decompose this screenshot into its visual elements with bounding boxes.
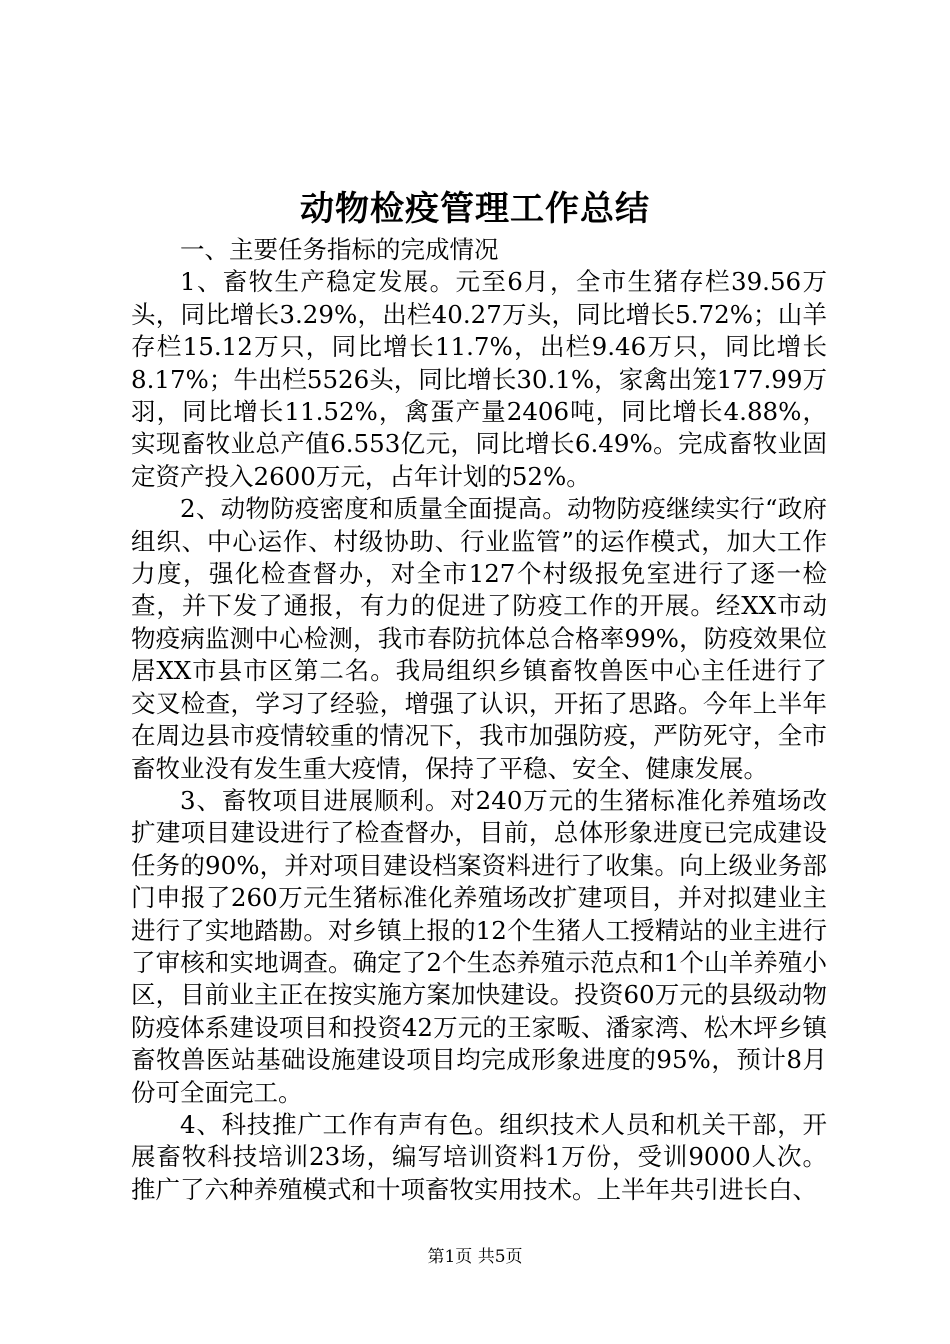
paragraph-livestock-production: 1、畜牧生产稳定发展。元至6月，全市生猪存栏39.56万头，同比增长3.29%，出栏40.27万头，同比增长5.72%；山羊存栏15.12万只，同比增长11.7%，出栏9.46万只，同比增长8.17%；牛出栏5526头，同比增长30.1%，家禽出笼177.99万羽，同比增长11.52%，禽蛋产量2406吨，同比增长4.88%，实现畜牧业总产值6.553亿元，同比增长6.49%。完成畜牧业固定资产投入2600万元，占年计划的52%。	[131, 267, 827, 491]
paragraph-technology-promotion: 4、科技推广工作有声有色。组织技术人员和机关干部，开展畜牧科技培训23场，编写培训资料1万份，受训9000人次。推广了六种养殖模式和十项畜牧实用技术。上半年共引进长白、	[131, 1109, 827, 1204]
document-body	[131, 234, 827, 1206]
paragraph-epidemic-prevention: 2、动物防疫密度和质量全面提高。动物防疫继续实行“政府组织、中心运作、村级协助、行业监管”的运作模式，加大工作力度，强化检查督办，对全市127个村级报免室进行了逐一检查，并下发了通报，有力的促进了防疫工作的开展。经XX市动物疫病监测中心检测，我市春防抗体总合格率99%，防疫效果位居XX市县市区第二名。我局组织乡镇畜牧兽医中心主任进行了交叉检查，学习了经验，增强了认识，开拓了思路。今年上半年在周边县市疫情较重的情况下，我市加强防疫，严防死守，全市畜牧业没有发生重大疫情，保持了平稳、安全、健康发展。	[131, 494, 827, 783]
page-footer: 第1页 共5页	[427, 1247, 523, 1267]
paragraph-livestock-projects: 3、畜牧项目进展顺利。对240万元的生猪标准化养殖场改扩建项目建设进行了检查督办，目前，总体形象进度已完成建设任务的90%，并对项目建设档案资料进行了收集。向上级业务部门申报了260万元生猪标准化养殖场改扩建项目，并对拟建业主进行了实地踏勘。对乡镇上报的12个生猪人工授精站的业主进行了审核和实地调查。确定了2个生态养殖示范点和1个山羊养殖小区，目前业主正在按实施方案加快建设。投资60万元的县级动物防疫体系建设项目和投资42万元的王家畈、潘家湾、松木坪乡镇畜牧兽医站基础设施建设项目均完成形象进度的95%，预计8月份可全面完工。	[131, 785, 827, 1107]
document-title: 动物检疫管理工作总结	[300, 189, 650, 229]
section-heading: 一、主要任务指标的完成情况	[180, 235, 499, 264]
